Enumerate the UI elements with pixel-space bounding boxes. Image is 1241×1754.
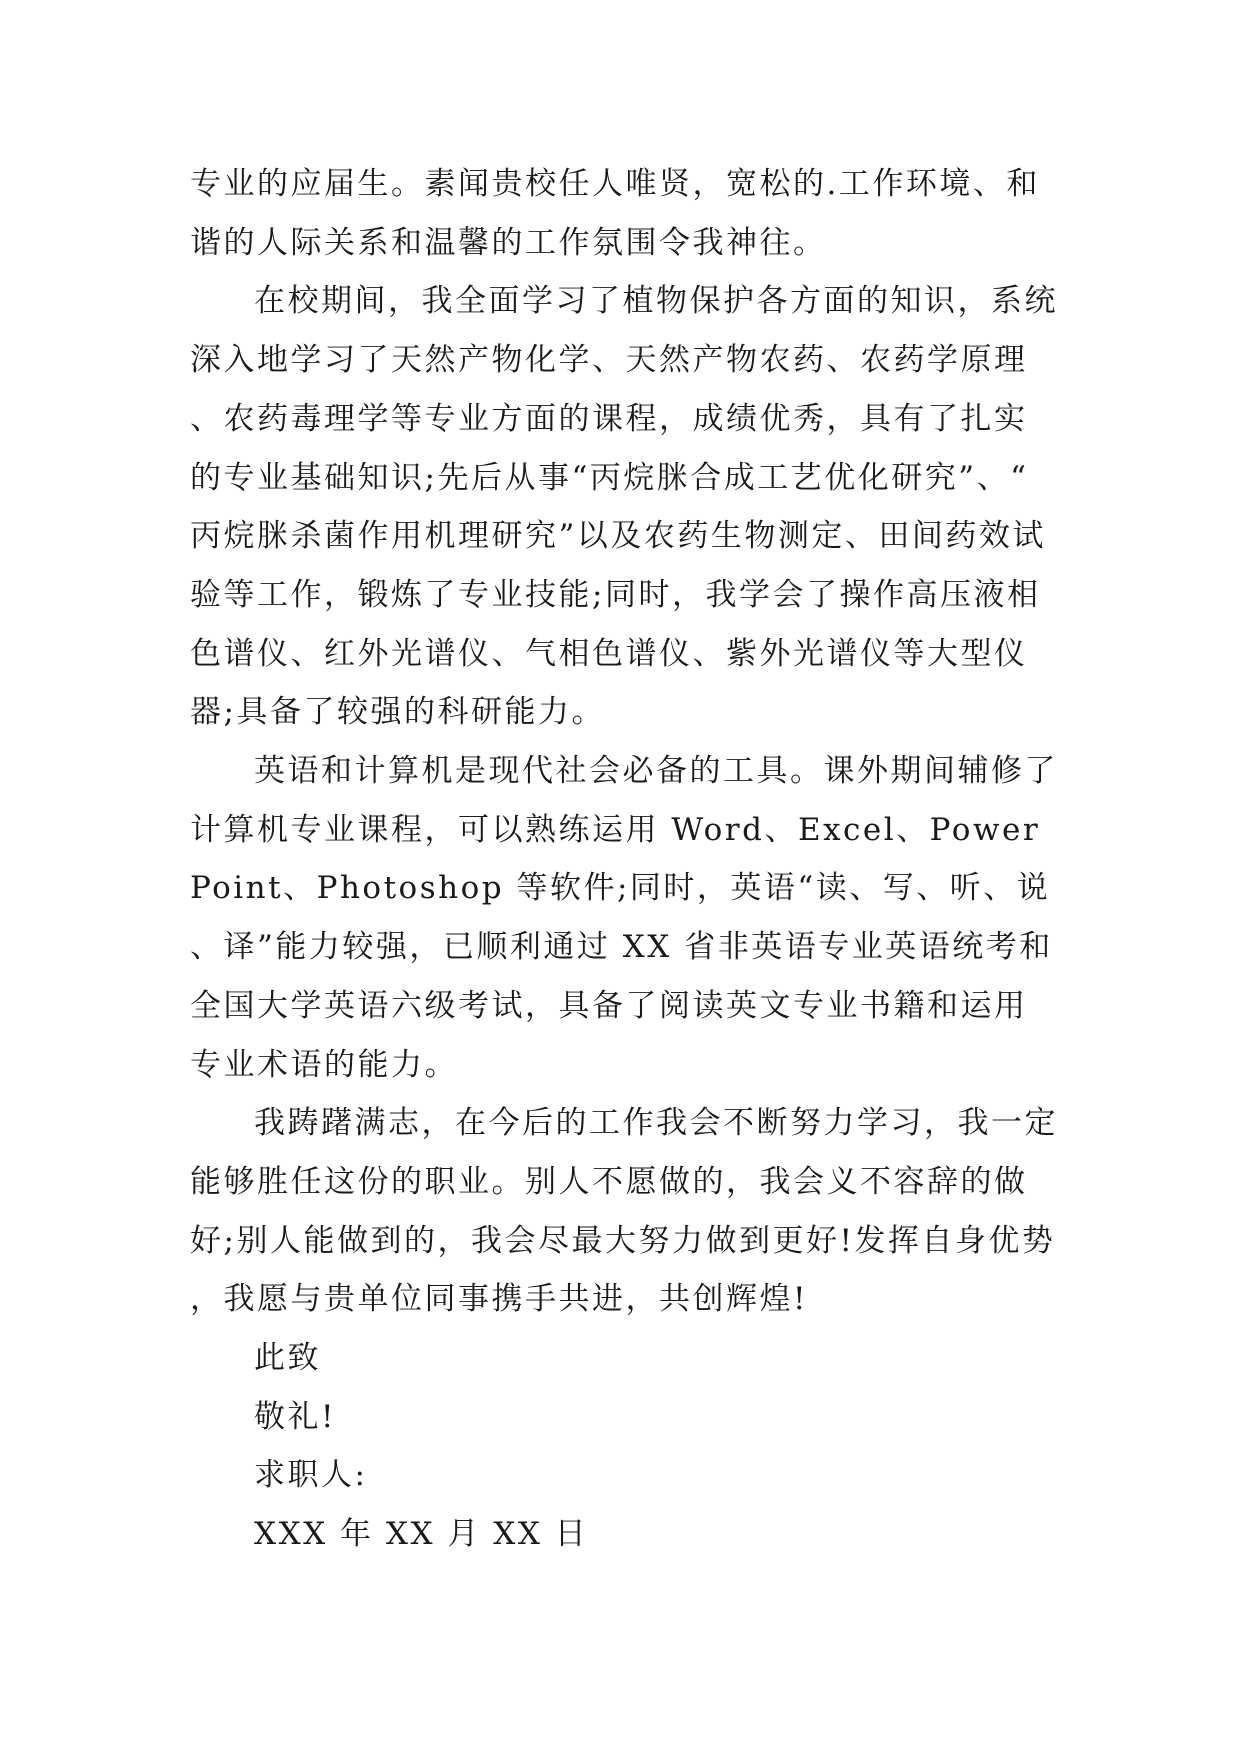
- paragraph-continuation: 专业的应届生。素闻贵校任人唯贤，宽松的.工作环境、和谐的人际关系和温馨的工作氛围令我神往。: [190, 166, 1040, 261]
- paragraph-skills: 英语和计算机是现代社会必备的工具。课外期间辅修了计算机专业课程，可以熟练运用 Word、Excel、PowerPoint、Photoshop 等软件;同时，英语“读、写、听、说、译”能力较强，已顺利通过 XX 省非英语专业英语统考和全国大学英语六级考试，具备了阅读英文专业书籍和运用专业术语的能力。: [190, 753, 1058, 1083]
- paragraph-aspiration: 我踌躇满志，在今后的工作我会不断努力学习，我一定能够胜任这份的职业。别人不愿做的，我会义不容辞的做好;别人能做到的，我会尽最大努力做到更好!发挥自身优势，我愿与贵单位同事携手共进，共创辉煌!: [190, 1105, 1058, 1318]
- closing-regards: 敬礼!: [254, 1398, 336, 1435]
- letter-body: [190, 155, 1060, 1564]
- closing-signature: 求职人:: [254, 1457, 368, 1494]
- letter-closing: [190, 1329, 1060, 1564]
- closing-salutation: 此致: [254, 1340, 321, 1377]
- closing-date: XXX 年 XX 月 XX 日: [254, 1516, 589, 1553]
- paragraph-studies: 在校期间，我全面学习了植物保护各方面的知识，系统深入地学习了天然产物化学、天然产物农药、农药学原理、农药毒理学等专业方面的课程，成绩优秀，具有了扎实的专业基础知识;先后从事“丙烷脒合成工艺优化研究”、“丙烷脒杀菌作用机理研究”以及农药生物测定、田间药效试验等工作，锻炼了专业技能;同时，我学会了操作高压液相色谱仪、红外光谱仪、气相色谱仪、紫外光谱仪等大型仪器;具备了较强的科研能力。: [190, 283, 1058, 731]
